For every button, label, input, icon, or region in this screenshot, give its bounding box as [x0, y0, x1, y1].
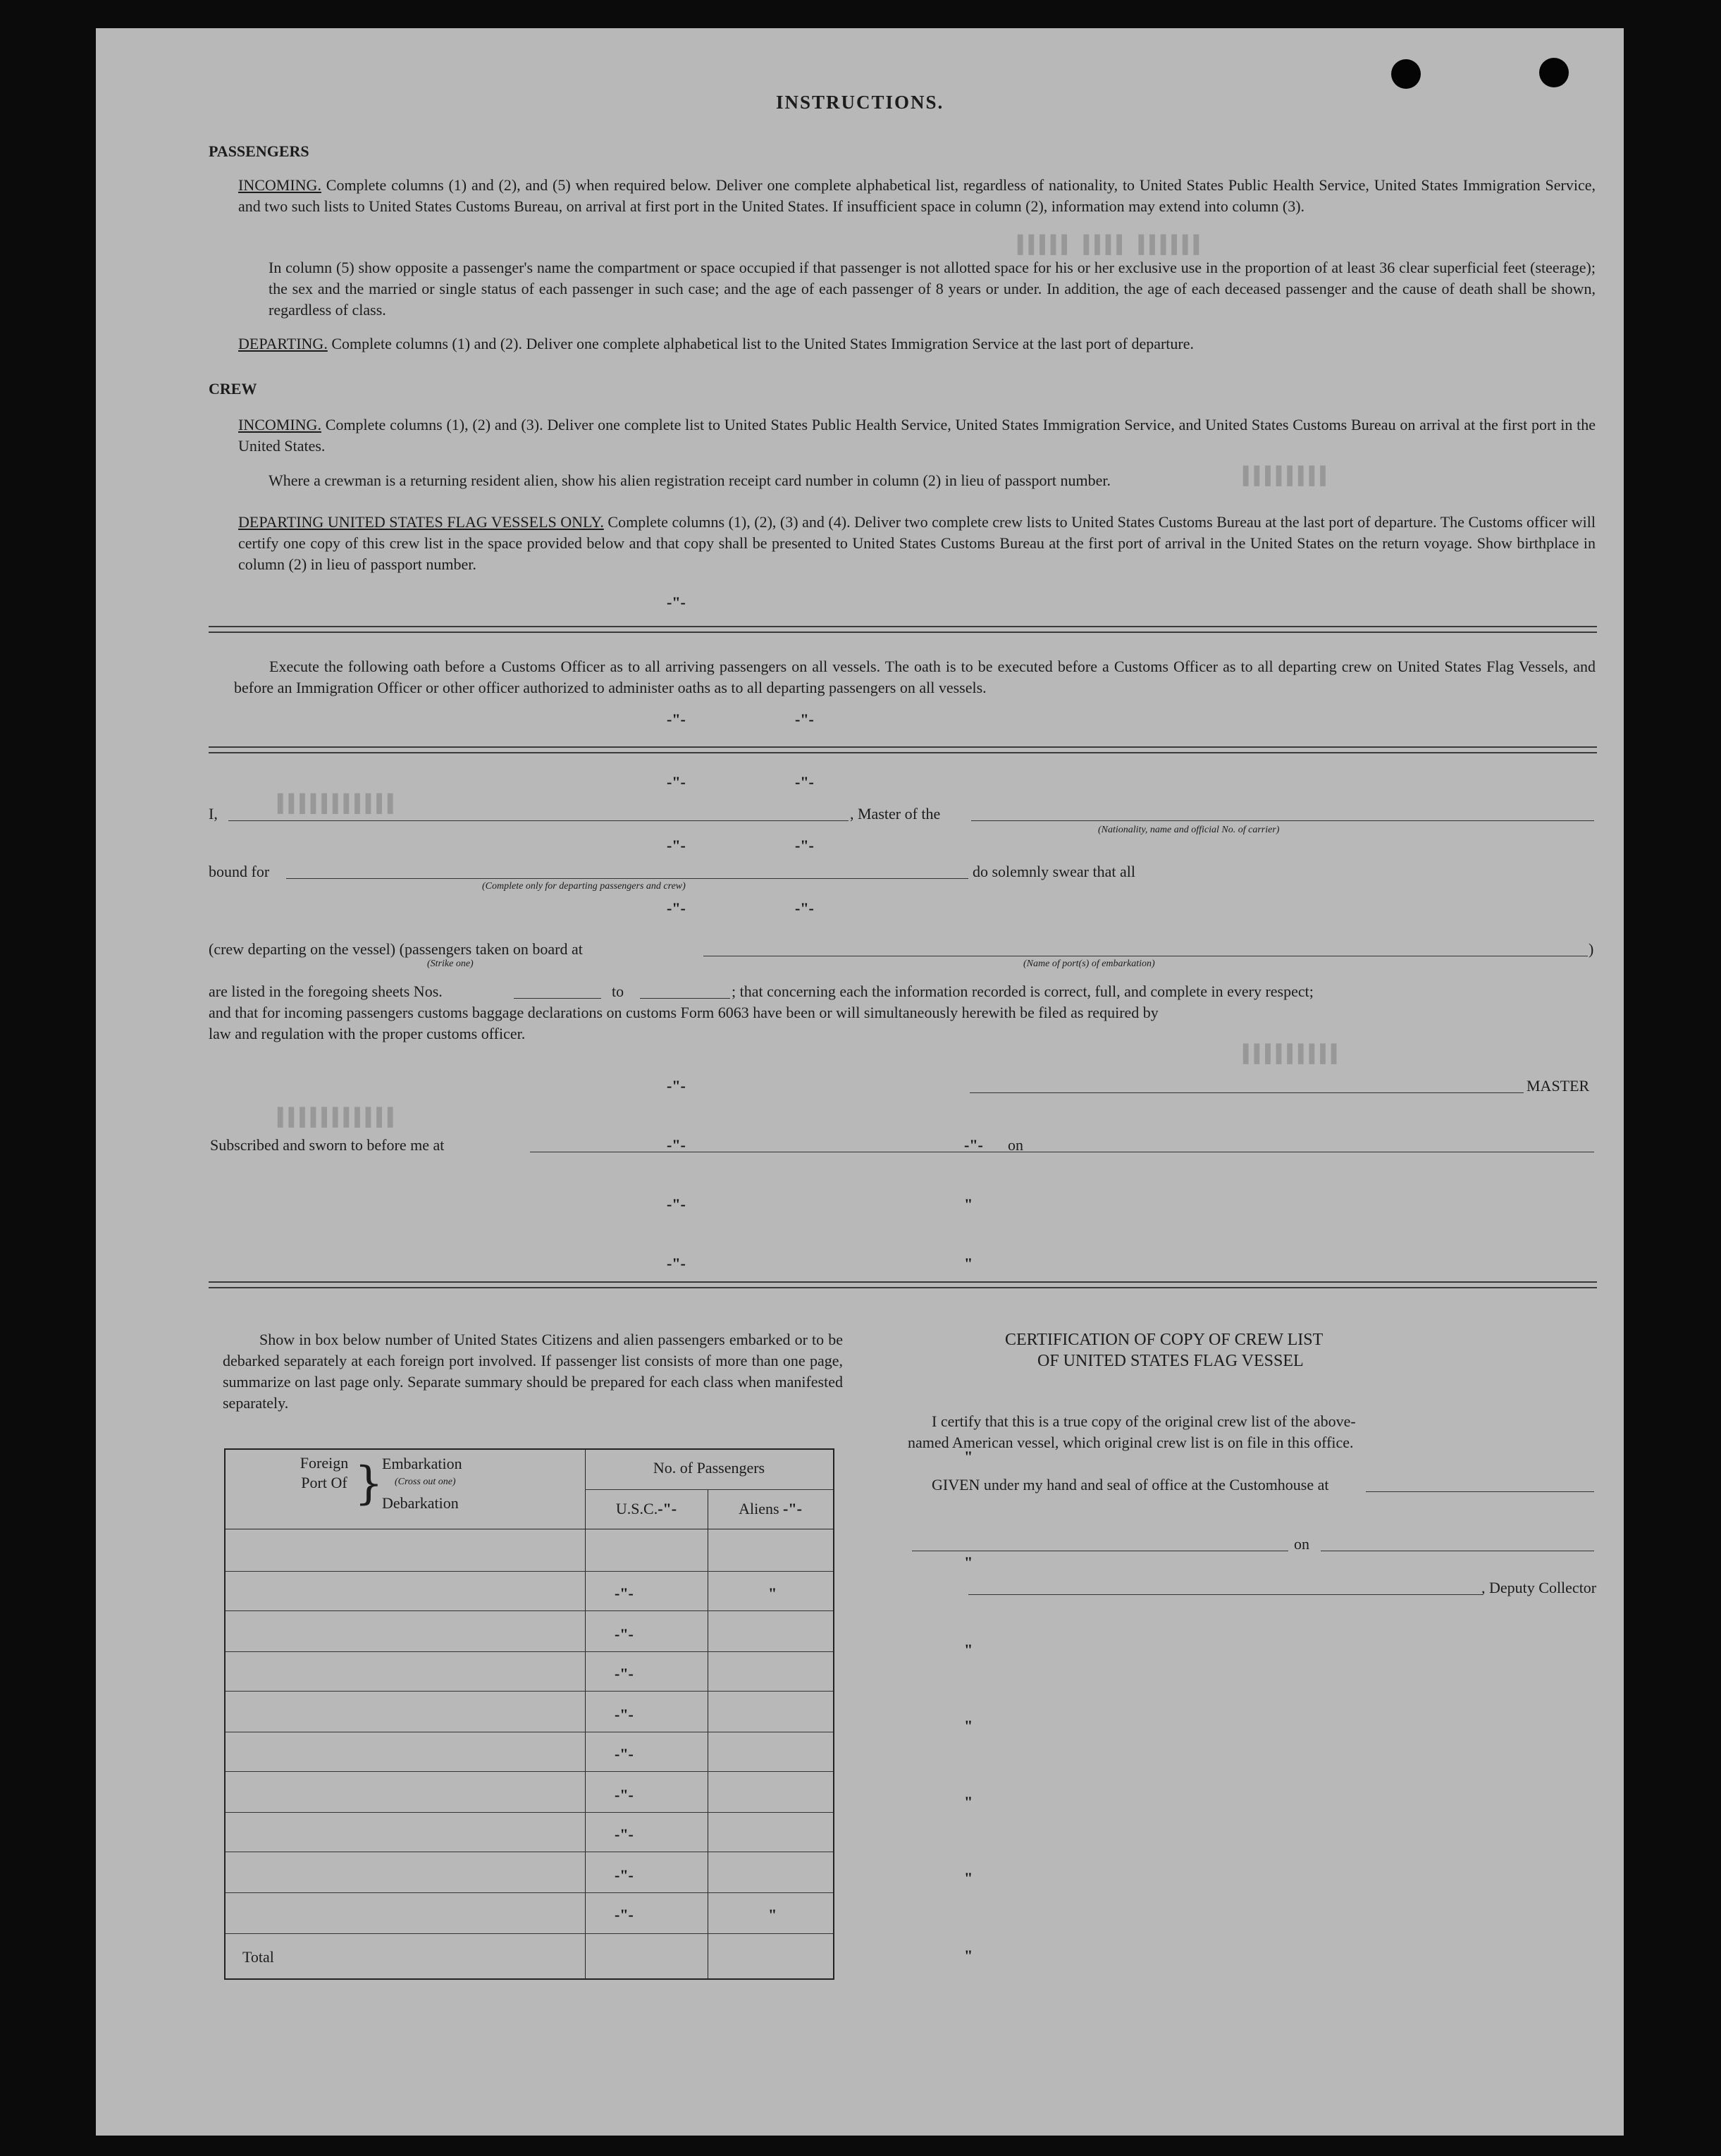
- crew-incoming-label: INCOMING.: [238, 416, 321, 433]
- embarkation-header: Embarkation: [382, 1455, 462, 1472]
- ditto-mark: ": [964, 1255, 973, 1272]
- crew-heading: CREW: [209, 380, 257, 398]
- ditto-mark: -"-: [795, 837, 814, 854]
- ditto-mark: ": [964, 1869, 973, 1887]
- certification-heading-line1: CERTIFICATION OF COPY OF CREW LIST: [1005, 1331, 1324, 1349]
- passenger-summary-table: [224, 1448, 834, 1980]
- section-divider: [209, 746, 1597, 748]
- total-label: Total: [242, 1948, 274, 1966]
- oath-i-label: I,: [209, 805, 218, 823]
- certification-on: on: [1294, 1535, 1309, 1553]
- table-row-divider: [226, 1610, 833, 1611]
- ditto-mark: -"-: [667, 837, 686, 854]
- table-row-divider: [226, 1691, 833, 1692]
- oath-intro-paragraph: Execute the following oath before a Customs Officer as to all arriving passengers on all vessels. The oath is to be executed before a Customs Officer as to all departing crew on United States Flag Vessels, and before an Immigration Officer or other officer authorized to administer oaths as to all departing passengers on all vessels.: [234, 658, 1596, 696]
- ditto-mark: -"-: [783, 1500, 802, 1517]
- table-row-divider: [226, 1771, 833, 1772]
- ditto-mark: -"-: [658, 1500, 677, 1517]
- strike-one-caption: (Strike one): [427, 959, 474, 969]
- ditto-mark: -"-: [615, 1786, 634, 1804]
- passengers-departing-paragraph: [238, 333, 1596, 355]
- crew-incoming-paragraph: [238, 414, 1596, 457]
- passengers-heading: PASSENGERS: [209, 142, 309, 160]
- ditto-mark: -"-: [615, 1584, 634, 1602]
- ditto-mark: ": [768, 1584, 777, 1602]
- passengers-incoming-paragraph: [238, 175, 1596, 217]
- ditto-mark: ": [964, 1947, 973, 1964]
- sheet-to-line[interactable]: [640, 998, 730, 999]
- ditto-mark: -"-: [615, 1706, 634, 1723]
- oath-listed-line2: and that for incoming passengers customs baggage declarations on customs Form 6063 have been or will simultaneously herewith be filed as required by: [209, 1004, 1159, 1021]
- page-title: INSTRUCTIONS.: [776, 92, 944, 113]
- aliens-label: Aliens: [739, 1500, 779, 1517]
- ditto-mark: ": [964, 1793, 973, 1811]
- ditto-mark: -"-: [667, 1136, 686, 1154]
- oath-listed-post: ; that concerning each the information recorded is correct, full, and complete in every respect;: [732, 982, 1314, 1000]
- cross-out-caption: (Cross out one): [395, 1477, 456, 1487]
- certification-deputy: , Deputy Collector: [1481, 1579, 1597, 1596]
- ditto-mark: -"-: [795, 899, 814, 917]
- table-row-divider: [226, 1892, 833, 1893]
- crew-departing-label: DEPARTING UNITED STATES FLAG VESSELS ONLY.: [238, 513, 604, 531]
- ditto-mark: ": [964, 1553, 973, 1571]
- crew-incoming-text: Complete columns (1), (2) and (3). Deliver one complete list to United States Public Health Service, United States Immigration Service, and United States Customs Bureau on arrival at the first port in the United States.: [238, 416, 1596, 455]
- section-divider: [209, 1287, 1597, 1288]
- master-signature-line[interactable]: [970, 1092, 1524, 1093]
- nationality-caption: (Nationality, name and official No. of carrier): [1098, 825, 1280, 835]
- oath-crew-departing: (crew departing on the vessel) (passengers taken on board at: [209, 940, 583, 958]
- oath-master-label: MASTER: [1526, 1077, 1590, 1095]
- section-divider: [209, 626, 1597, 627]
- certification-certify-line1: I certify that this is a true copy of the original crew list of the above-: [932, 1412, 1356, 1430]
- ditto-mark: ": [964, 1195, 973, 1213]
- bleed-through-mark: ▌▌▌▌▌▌▌▌: [1238, 465, 1326, 486]
- ports-caption: (Name of port(s) of embarkation): [1023, 959, 1155, 969]
- bleed-through-mark: ▌▌▌▌▌▌▌▌▌▌▌: [272, 1107, 393, 1128]
- ditto-mark: -"-: [964, 1136, 983, 1154]
- ditto-mark: -"-: [667, 899, 686, 917]
- oath-subscribed: Subscribed and sworn to before me at: [210, 1136, 445, 1154]
- punch-hole: [1539, 58, 1569, 87]
- table-row-divider: [226, 1933, 833, 1934]
- complete-only-caption: (Complete only for departing passengers and crew): [482, 881, 686, 892]
- debarkation-header: Debarkation: [382, 1494, 459, 1512]
- oath-listed-line3: law and regulation with the proper customs officer.: [209, 1025, 526, 1042]
- table-header-divider: [585, 1489, 833, 1490]
- bleed-through-mark: ▌▌▌▌▌▌ ▌▌▌▌ ▌▌▌▌▌: [1012, 234, 1199, 255]
- ditto-mark: -"-: [795, 773, 814, 791]
- oath-solemnly-swear: do solemnly swear that all: [973, 863, 1135, 880]
- foreign-port-of-header: [296, 1453, 352, 1493]
- punch-hole: [1391, 59, 1421, 89]
- passengers-incoming-label: INCOMING.: [238, 176, 321, 194]
- oath-listed-pre: are listed in the foregoing sheets Nos.: [209, 982, 443, 1000]
- table-row-divider: [226, 1651, 833, 1652]
- document-page: [96, 28, 1624, 2136]
- bleed-through-mark: ▌▌▌▌▌▌▌▌▌: [1238, 1043, 1337, 1064]
- section-divider: [209, 752, 1597, 753]
- crew-departing-text: Complete columns (1), (2), (3) and (4). Deliver two complete crew lists to United States Customs Bureau at the last port of departure. The Customs officer will certify one copy of this crew list in the space provided below and that copy shall be presented to United States Customs Bureau at the first port of arrival in the United States on the return voyage. Show birthplace in column (2) in lieu of passport number.: [238, 513, 1596, 573]
- ditto-mark: -"-: [615, 1906, 634, 1923]
- ditto-mark: -"-: [667, 1195, 686, 1213]
- bleed-through-mark: ▌▌▌▌▌▌▌▌▌▌▌: [272, 793, 393, 814]
- foreign-port-of-label: Foreign Port Of: [300, 1454, 349, 1491]
- certification-heading-line2: OF UNITED STATES FLAG VESSEL: [1037, 1352, 1304, 1370]
- no-of-passengers-header: No. of Passengers: [653, 1459, 765, 1477]
- ditto-mark: -"-: [615, 1825, 634, 1843]
- customhouse-line[interactable]: [1366, 1491, 1594, 1492]
- table-row-divider: [226, 1812, 833, 1813]
- oath-bound-for: bound for: [209, 863, 270, 880]
- passengers-column5-paragraph: In column (5) show opposite a passenger's name the compartment or space occupied if that passenger is not allotted space for his or her exclusive use in the proportion of at least 36 clear superficial feet (steerage); the sex and the married or single status of each passenger in such case; and the age of each passenger of 8 years or under. In addition, the age of each deceased passenger and the cause of death shall be shown, regardless of class.: [269, 259, 1596, 319]
- ditto-mark: -"-: [795, 710, 814, 728]
- carrier-line[interactable]: [971, 820, 1594, 821]
- oath-listed-to: to: [612, 982, 624, 1000]
- ditto-mark: -"-: [667, 593, 686, 611]
- deputy-signature-line[interactable]: [968, 1594, 1483, 1595]
- summary-instructions: Show in box below number of United States Citizens and alien passengers embarked or to be debarked separately at each foreign port involved. If passenger list consists of more than one page, summarize on last page only. Separate summary should be prepared for each class when manifested separately.: [223, 1331, 843, 1412]
- ditto-mark: -"-: [667, 1255, 686, 1272]
- brace-glyph: }: [354, 1458, 383, 1510]
- certification-given: GIVEN under my hand and seal of office at the Customhouse at: [932, 1476, 1329, 1493]
- master-name-line[interactable]: [228, 820, 849, 821]
- close-paren: ): [1589, 940, 1594, 958]
- aliens-header: [708, 1499, 833, 1519]
- ditto-mark: ": [964, 1717, 973, 1735]
- sheet-from-line[interactable]: [514, 998, 601, 999]
- ditto-mark: -"-: [615, 1745, 634, 1763]
- passengers-departing-label: DEPARTING.: [238, 335, 328, 352]
- passengers-incoming-text: Complete columns (1) and (2), and (5) when required below. Deliver one complete alphabetical list, regardless of nationality, to United States Public Health Service, United States Immigration Service, and two such lists to United States Customs Bureau, on arrival at first port in the United States. If insufficient space in column (2), information may extend into column (3).: [238, 176, 1596, 215]
- oath-master-of-the: , Master of the: [850, 805, 941, 823]
- ditto-mark: -"-: [667, 710, 686, 728]
- ditto-mark: ": [964, 1641, 973, 1658]
- ditto-mark: -"-: [615, 1625, 634, 1643]
- ditto-mark: -"-: [667, 1077, 686, 1095]
- ditto-mark: -"-: [615, 1866, 634, 1884]
- ditto-mark: ": [964, 1448, 973, 1465]
- destination-line[interactable]: [286, 878, 968, 879]
- ditto-mark: -"-: [615, 1665, 634, 1682]
- ditto-mark: -"-: [667, 773, 686, 791]
- table-row-divider: [226, 1571, 833, 1572]
- ditto-mark: ": [768, 1906, 777, 1923]
- crew-resident-paragraph: Where a crewman is a returning resident alien, show his alien registration receipt card number in column (2) in lieu of passport number.: [269, 472, 1111, 489]
- section-divider: [209, 1281, 1597, 1283]
- section-divider: [209, 632, 1597, 633]
- certification-certify-line2: named American vessel, which original crew list is on file in this office.: [908, 1434, 1354, 1451]
- passengers-departing-text: Complete columns (1) and (2). Deliver one complete alphabetical list to the United States Immigration Service at the last port of departure.: [331, 335, 1195, 352]
- oath-on: on: [1008, 1136, 1023, 1154]
- crew-departing-paragraph: [238, 512, 1596, 575]
- usc-header: [585, 1499, 708, 1519]
- usc-label: U.S.C.: [615, 1500, 658, 1517]
